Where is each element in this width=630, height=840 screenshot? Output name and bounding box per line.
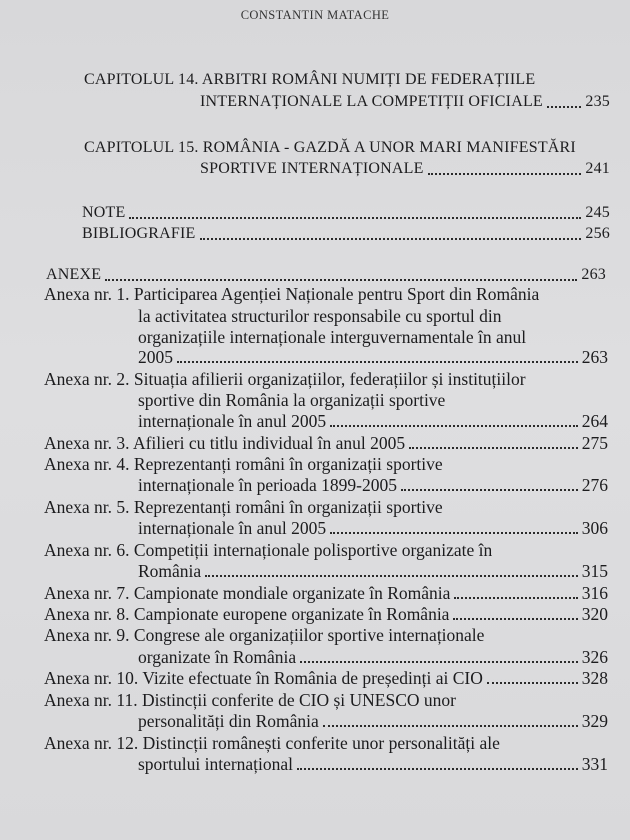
toc-anexa-12-line1: Anexa nr. 12. Distincții românești conferite unor personalități ale bbox=[44, 733, 500, 753]
toc-anexa-1-line2: la activitatea structurilor responsabile cu sportul din bbox=[138, 306, 502, 326]
toc-anexa-4-line1: Anexa nr. 4. Reprezentanți români în organizații sportive bbox=[44, 454, 443, 474]
leader-dots bbox=[330, 424, 578, 427]
toc-bibliografie: BIBLIOGRAFIE 256 bbox=[82, 225, 610, 242]
page-number: 275 bbox=[581, 433, 608, 453]
leader-dots bbox=[177, 360, 578, 363]
page-number: 316 bbox=[581, 583, 608, 603]
leader-dots bbox=[297, 767, 578, 770]
page-number: 276 bbox=[581, 475, 608, 495]
leader-dots bbox=[300, 660, 578, 663]
leader-dots bbox=[330, 531, 578, 534]
leader-dots bbox=[129, 216, 581, 219]
toc-anexa-2-line2: sportive din România la organizații sportive bbox=[138, 390, 446, 410]
toc-anexa-12-line2: sportului internațional 331 bbox=[138, 754, 608, 774]
leader-dots bbox=[200, 237, 582, 240]
leader-dots bbox=[487, 681, 578, 684]
toc-anexa-11-line1: Anexa nr. 11. Distincții conferite de CIO și UNESCO unor bbox=[44, 690, 456, 710]
page-number: 315 bbox=[581, 561, 608, 581]
toc-anexa-3: Anexa nr. 3. Afilieri cu titlu individual în anul 2005 275 bbox=[44, 433, 608, 453]
toc-note: NOTE 245 bbox=[82, 204, 610, 221]
toc-anexa-1-line3: organizațiile internaționale interguvernamentale în anul bbox=[138, 327, 527, 347]
toc-anexa-2-line3: internaționale în anul 2005 264 bbox=[138, 411, 608, 431]
leader-dots bbox=[454, 596, 577, 599]
toc-chapter-14-line2: INTERNAȚIONALE LA COMPETIȚII OFICIALE 235 bbox=[200, 93, 610, 110]
page-number: 263 bbox=[581, 347, 608, 367]
toc-anexa-9-line1: Anexa nr. 9. Congrese ale organizațiilor sportive internaționale bbox=[44, 625, 485, 645]
leader-dots bbox=[105, 278, 577, 281]
toc-anexa-6-line2: România 315 bbox=[138, 561, 608, 581]
toc-chapter-15-line1: CAPITOLUL 15. ROMÂNIA - GAZDĂ A UNOR MARI MANIFESTĂRI bbox=[84, 139, 576, 156]
page-number: 326 bbox=[581, 647, 608, 667]
leader-dots bbox=[453, 617, 577, 620]
toc-anexa-10: Anexa nr. 10. Vizite efectuate în România de președinți ai CIO 328 bbox=[44, 668, 608, 688]
page-number: 306 bbox=[581, 518, 608, 538]
toc-anexa-1-line4: 2005 263 bbox=[138, 347, 608, 367]
toc-anexa-6-line1: Anexa nr. 6. Competiții internaționale polisportive organizate în bbox=[44, 540, 493, 560]
leader-dots bbox=[205, 574, 578, 577]
running-header: CONSTANTIN MATACHE bbox=[240, 8, 390, 22]
page-number: 235 bbox=[585, 93, 610, 110]
page-number: 328 bbox=[581, 668, 608, 688]
toc-anexa-9-line2: organizate în România 326 bbox=[138, 647, 608, 667]
toc-anexe: ANEXE 263 bbox=[46, 266, 606, 283]
leader-dots bbox=[428, 172, 582, 175]
toc-chapter-15-line2: SPORTIVE INTERNAȚIONALE 241 bbox=[200, 160, 610, 177]
page-number: 331 bbox=[581, 754, 608, 774]
page-number: 241 bbox=[585, 160, 610, 177]
toc-anexa-5-line1: Anexa nr. 5. Reprezentanți români în organizații sportive bbox=[44, 497, 443, 517]
page-number: 264 bbox=[581, 411, 608, 431]
toc-anexa-11-line2: personalități din România 329 bbox=[138, 711, 608, 731]
toc-chapter-14-line1: CAPITOLUL 14. ARBITRI ROMÂNI NUMIȚI DE FEDERAȚIILE bbox=[84, 71, 536, 88]
toc-anexa-4-line2: internaționale în perioada 1899-2005 276 bbox=[138, 475, 608, 495]
toc-anexa-7: Anexa nr. 7. Campionate mondiale organizate în România 316 bbox=[44, 583, 608, 603]
toc-anexa-8: Anexa nr. 8. Campionate europene organizate în România 320 bbox=[44, 604, 608, 624]
toc-anexa-2-line1: Anexa nr. 2. Situația afilierii organizațiilor, federațiilor și instituțiilor bbox=[44, 369, 526, 389]
page-number: 256 bbox=[585, 225, 610, 242]
page-number: 320 bbox=[581, 604, 608, 624]
toc-anexa-1-line1: Anexa nr. 1. Participarea Agenției Naționale pentru Sport din România bbox=[44, 284, 540, 304]
toc-anexa-5-line2: internaționale în anul 2005 306 bbox=[138, 518, 608, 538]
page-number: 245 bbox=[585, 204, 610, 221]
leader-dots bbox=[409, 446, 578, 449]
page-number: 329 bbox=[581, 711, 608, 731]
leader-dots bbox=[401, 488, 578, 491]
page-number: 263 bbox=[581, 266, 606, 283]
leader-dots bbox=[323, 724, 578, 727]
leader-dots bbox=[547, 105, 581, 108]
